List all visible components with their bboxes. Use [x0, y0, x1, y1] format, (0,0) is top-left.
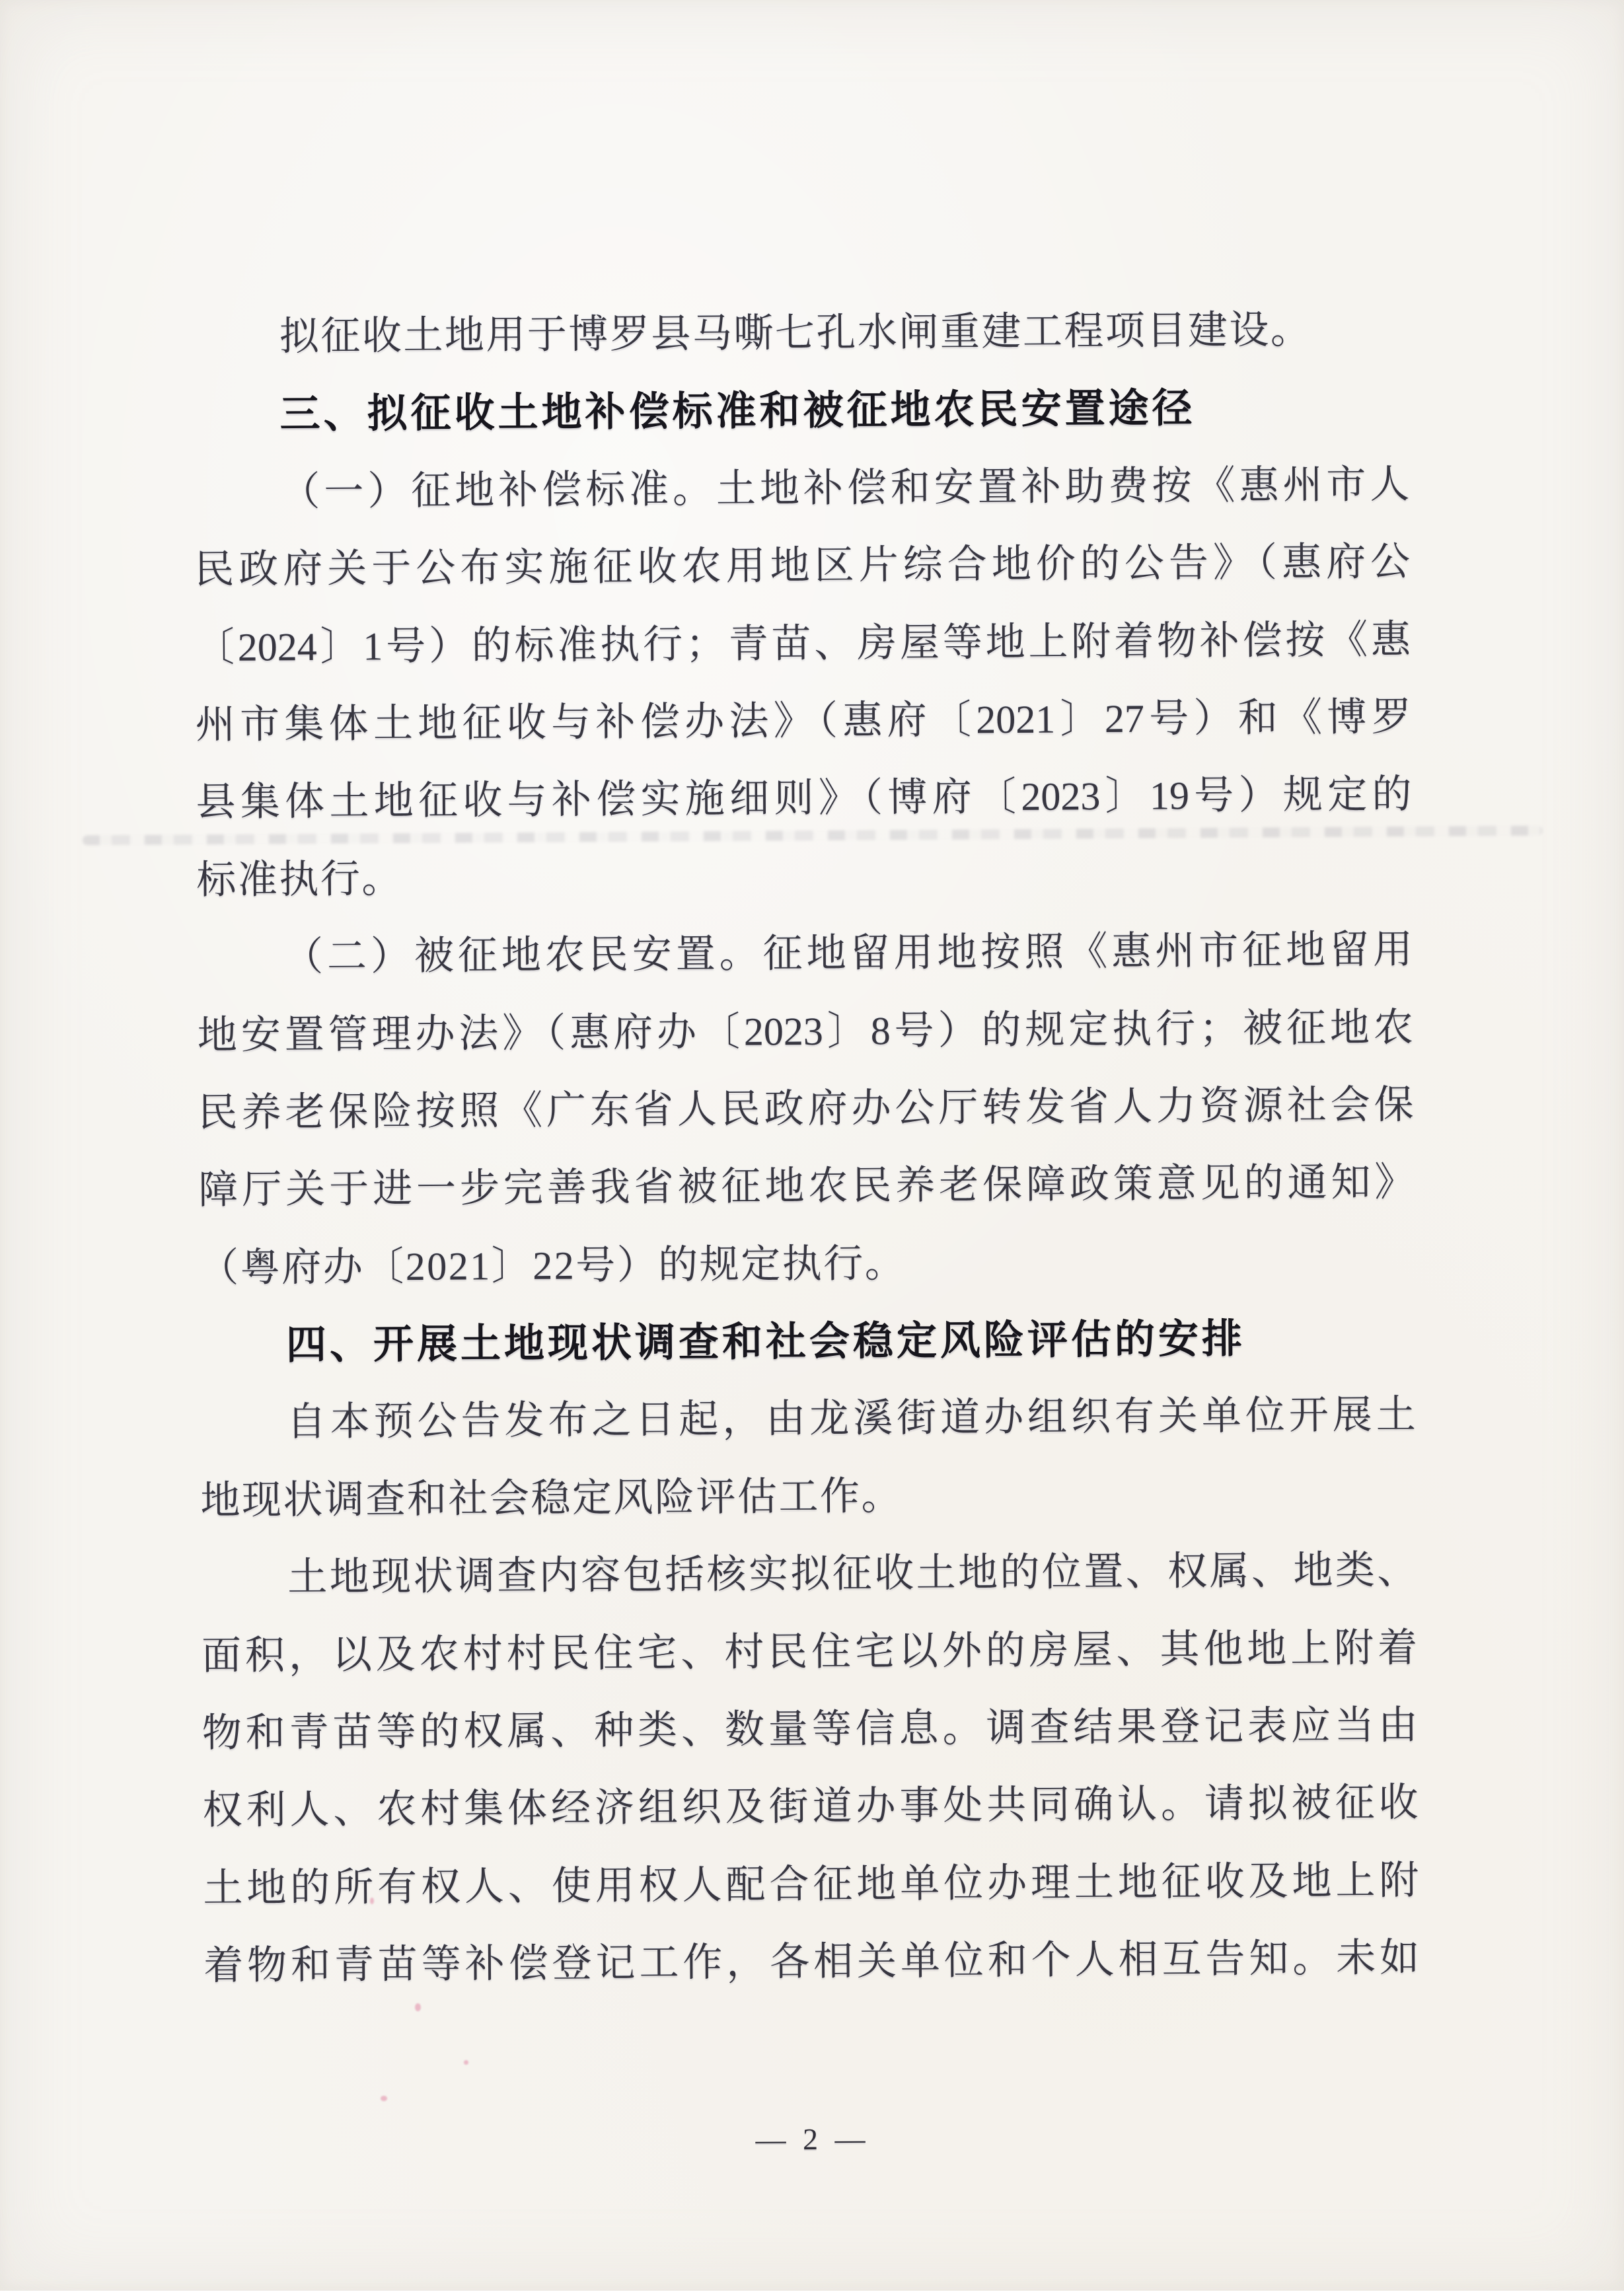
scan-speck: [370, 1898, 374, 1904]
paragraph-line: （二）被征地农民安置。征地留用地按照《惠州市征地留用: [283, 928, 1413, 979]
paragraph-line: 地安置管理办法》（惠府办〔2023〕8号）的规定执行；被征地农: [197, 1005, 1414, 1057]
scan-speck: [464, 2060, 468, 2065]
paragraph-line: 自本预公告发布之日起，由龙溪街道办组织有关单位开展土: [286, 1393, 1416, 1444]
paragraph-line: 土地现状调查内容包括核实拟征收土地的位置、权属、地类、: [287, 1548, 1417, 1600]
paragraph-line: 权利人、农村集体经济组织及街道办事处共同确认。请拟被征收: [202, 1781, 1419, 1833]
paragraph-line: 民政府关于公布实施征收农用地区片综合地价的公告》（惠府公: [194, 540, 1411, 592]
paragraph-line: 障厅关于进一步完善我省被征地农民养老保障政策意见的通知》: [198, 1160, 1415, 1212]
paragraph-line: 民养老保险按照《广东省人民政府办公厅转发省人力资源社会保: [198, 1082, 1414, 1135]
paragraph-line: （一）征地补偿标准。土地补偿和安置补助费按《惠州市人: [280, 462, 1410, 514]
section-heading-four: 四、开展土地现状调查和社会稳定风险评估的安排: [285, 1315, 1246, 1368]
paragraph-line: 着物和青苗等补偿登记工作，各相关单位和个人相互告知。未如: [203, 1936, 1420, 1988]
scan-speck: [381, 2096, 387, 2101]
paragraph-line: 物和青苗等的权属、种类、数量等信息。调查结果登记表应当由: [202, 1703, 1419, 1756]
paragraph-line: 地现状调查和社会稳定风险评估工作。: [200, 1473, 903, 1523]
paragraph-line: 拟征收土地用于博罗县马嘶七孔水闸重建工程项目建设。: [279, 307, 1312, 359]
scan-speck: [415, 2003, 421, 2011]
paragraph-line: 县集体土地征收与补偿实施细则》（博府〔2023〕19号）规定的: [196, 772, 1412, 825]
paragraph-line: 州市集体土地征收与补偿办法》（惠府〔2021〕27号）和《博罗: [195, 694, 1411, 747]
paragraph-line: 面积，以及农村村民住宅、村民住宅以外的房屋、其他地上附着: [201, 1625, 1418, 1678]
section-heading-three: 三、拟征收土地补偿标准和被征地农民安置途径: [279, 385, 1196, 437]
paragraph-line: 〔2024〕1号）的标准执行；青苗、房屋等地上附着物补偿按《惠: [194, 617, 1411, 669]
paragraph-line: 标准执行。: [196, 856, 404, 902]
document-text-block: [192, 291, 1419, 2005]
page-number: — 2 —: [755, 2122, 870, 2157]
paragraph-line: （粤府办〔2021〕22号）的规定执行。: [198, 1241, 906, 1290]
paragraph-line: 土地的所有权人、使用权人配合征地单位办理土地征收及地上附: [203, 1858, 1419, 1910]
